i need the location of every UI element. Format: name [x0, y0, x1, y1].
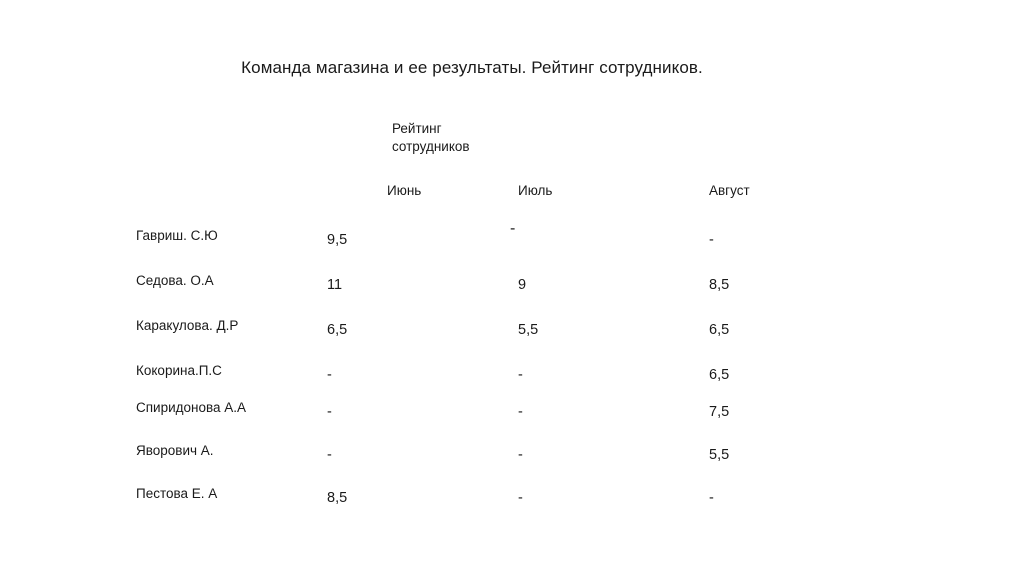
- employee-name: Седова. О.А: [136, 273, 214, 288]
- rating-july: 9: [518, 277, 527, 293]
- rating-august: 7,5: [709, 404, 730, 420]
- rating-august: -: [709, 232, 714, 248]
- rating-august: 8,5: [709, 277, 730, 293]
- rating-june: -: [327, 404, 332, 420]
- rating-july: -: [518, 490, 523, 506]
- employee-name: Гавриш. С.Ю: [136, 228, 218, 243]
- employee-name: Спиридонова А.А: [136, 400, 247, 415]
- column-header-june: Июнь: [387, 183, 422, 198]
- rating-july: 5,5: [518, 322, 539, 338]
- employee-name: Каракулова. Д.Р: [136, 318, 239, 333]
- rating-august: 6,5: [709, 322, 730, 338]
- table-row: [0, 271, 1024, 295]
- page-title: Команда магазина и ее результаты. Рейтинг сотрудников.: [241, 58, 703, 77]
- column-header-july: Июль: [518, 183, 553, 198]
- rating-july: -: [518, 367, 523, 383]
- rating-june: 11: [327, 277, 343, 293]
- rating-august: -: [709, 490, 714, 506]
- table-row: [0, 361, 1024, 385]
- table-row: [0, 398, 1024, 422]
- rating-july: -: [510, 220, 516, 237]
- table-row: [0, 220, 1024, 250]
- table-row: [0, 441, 1024, 465]
- employee-name: Пестова Е. А: [136, 486, 218, 501]
- rating-june: 8,5: [327, 490, 348, 506]
- rating-june: 9,5: [327, 232, 348, 248]
- rating-july: -: [518, 447, 523, 463]
- rating-august: 6,5: [709, 367, 730, 383]
- table-row: [0, 484, 1024, 508]
- rating-june: 6,5: [327, 322, 348, 338]
- column-header-august: Август: [709, 183, 750, 198]
- table-row: [0, 316, 1024, 340]
- table-group-header: Рейтинг сотрудников: [392, 121, 470, 154]
- employee-name: Яворович А.: [136, 443, 214, 458]
- rating-june: -: [327, 367, 332, 383]
- employee-name: Кокорина.П.С: [136, 363, 222, 378]
- rating-august: 5,5: [709, 447, 730, 463]
- rating-july: -: [518, 404, 523, 420]
- rating-june: -: [327, 447, 332, 463]
